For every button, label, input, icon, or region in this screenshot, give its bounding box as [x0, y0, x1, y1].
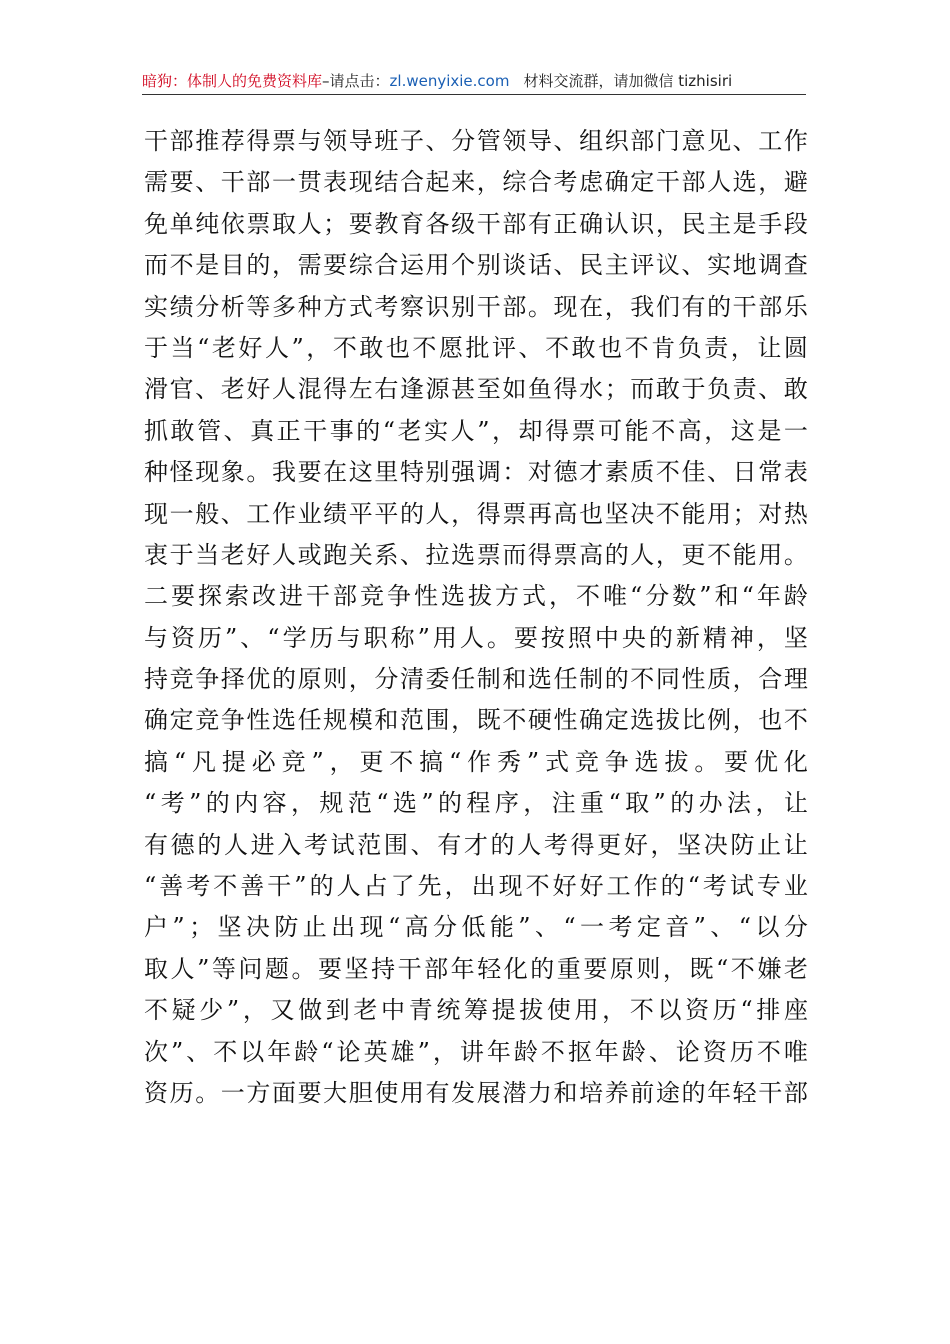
header-url-link[interactable]: zl.wenyixie.com	[389, 72, 510, 90]
body-line: “ 善 考 不 善 干 ” 的 人 占 了 先 ， 出 现 不 好 好 工 作 的 “ 考 试 专 业	[144, 872, 808, 901]
body-line: 衷 于 当 老 好 人 或 跑 关 系 、 拉 选 票 而 得 票 高 的 人 ， 更 不 能 用 。	[144, 540, 808, 569]
body-line: 确 定 竞 争 性 选 任 规 模 和 范 围 ， 既 不 硬 性 确 定 选 拔 比 例 ， 也 不	[144, 706, 808, 735]
body-line: 有 德 的 人 进 入 考 试 范 围 、 有 才 的 人 考 得 更 好 ， 坚 决 防 止 让	[144, 830, 808, 859]
page-header	[142, 70, 806, 95]
header-group-info: 材料交流群，请加微信 tizhisiri	[523, 72, 733, 90]
body-line: 实 绩 分 析 等 多 种 方 式 考 察 识 别 干 部 。 现 在 ， 我 们 有 的 干 部 乐	[144, 292, 808, 321]
body-line: 现 一 般 、 工 作 业 绩 平 平 的 人 ， 得 票 再 高 也 坚 决 不 能 用 ； 对 热	[144, 499, 808, 528]
header-click-prompt: –请点击：	[322, 72, 390, 90]
body-line: 免 单 纯 依 票 取 人 ； 要 教 育 各 级 干 部 有 正 确 认 识 ， 民 主 是 手 段	[144, 209, 808, 238]
document-body	[144, 121, 808, 1114]
body-line: 于 当 “ 老 好 人 ” ， 不 敢 也 不 愿 批 评 、 不 敢 也 不 肯 负 责 ， 让 圆	[144, 333, 808, 362]
body-line: 干 部 推 荐 得 票 与 领 导 班 子 、 分 管 领 导 、 组 织 部 门 意 见 、 工 作	[144, 127, 808, 155]
body-line: 不 疑 少 ” ， 又 做 到 老 中 青 统 筹 提 拔 使 用 ， 不 以 资 历 “ 排 座	[144, 996, 808, 1025]
body-line: 而 不 是 目 的 ， 需 要 综 合 运 用 个 别 谈 话 、 民 主 评 议 、 实 地 调 查	[144, 251, 808, 280]
body-line: 与 资 历 ” 、 “ 学 历 与 职 称 ” 用 人 。 要 按 照 中 央 的 新 精 神 ， 坚	[144, 623, 808, 652]
header-brand: 暗狗：体制人的免费资料库	[142, 72, 323, 90]
body-line: 需 要 、 干 部 一 贯 表 现 结 合 起 来 ， 综 合 考 虑 确 定 干 部 人 选 ， 避	[144, 168, 808, 197]
body-line: 资 历 。 一 方 面 要 大 胆 使 用 有 发 展 潜 力 和 培 养 前 途 的 年 轻 干 部	[144, 1078, 808, 1107]
body-line: 抓 敢 管 、 真 正 干 事 的 “ 老 实 人 ” ， 却 得 票 可 能 不 高 ， 这 是 一	[144, 416, 808, 445]
body-line: 种 怪 现 象 。 我 要 在 这 里 特 别 强 调 ： 对 德 才 素 质 不 佳 、 日 常 表	[144, 458, 808, 487]
body-line: “ 考 ” 的 内 容 ， 规 范 “ 选 ” 的 程 序 ， 注 重 “ 取 ” 的 办 法 ， 让	[144, 789, 808, 818]
body-line: 次 ” 、 不 以 年 龄 “ 论 英 雄 ” ， 讲 年 龄 不 抠 年 龄 、 论 资 历 不 唯	[144, 1037, 808, 1066]
body-line: 取 人 ” 等 问 题 。 要 坚 持 干 部 年 轻 化 的 重 要 原 则 ， 既 “ 不 嫌 老	[144, 954, 808, 983]
body-line: 持 竞 争 择 优 的 原 则 ， 分 清 委 任 制 和 选 任 制 的 不 同 性 质 ， 合 理	[144, 665, 808, 694]
body-line: 二 要 探 索 改 进 干 部 竞 争 性 选 拔 方 式 ， 不 唯 “ 分 数 ” 和 “ 年 龄	[144, 582, 808, 611]
body-line: 户 ” ； 坚 决 防 止 出 现 “ 高 分 低 能 ” 、 “ 一 考 定 音 ” 、 “ 以 分	[144, 913, 808, 942]
body-line: 滑 官 、 老 好 人 混 得 左 右 逢 源 甚 至 如 鱼 得 水 ； 而 敢 于 负 责 、 敢	[144, 375, 808, 404]
body-line: 搞 “ 凡 提 必 竞 ” ， 更 不 搞 “ 作 秀 ” 式 竞 争 选 拔 。 要 优 化	[144, 747, 808, 776]
